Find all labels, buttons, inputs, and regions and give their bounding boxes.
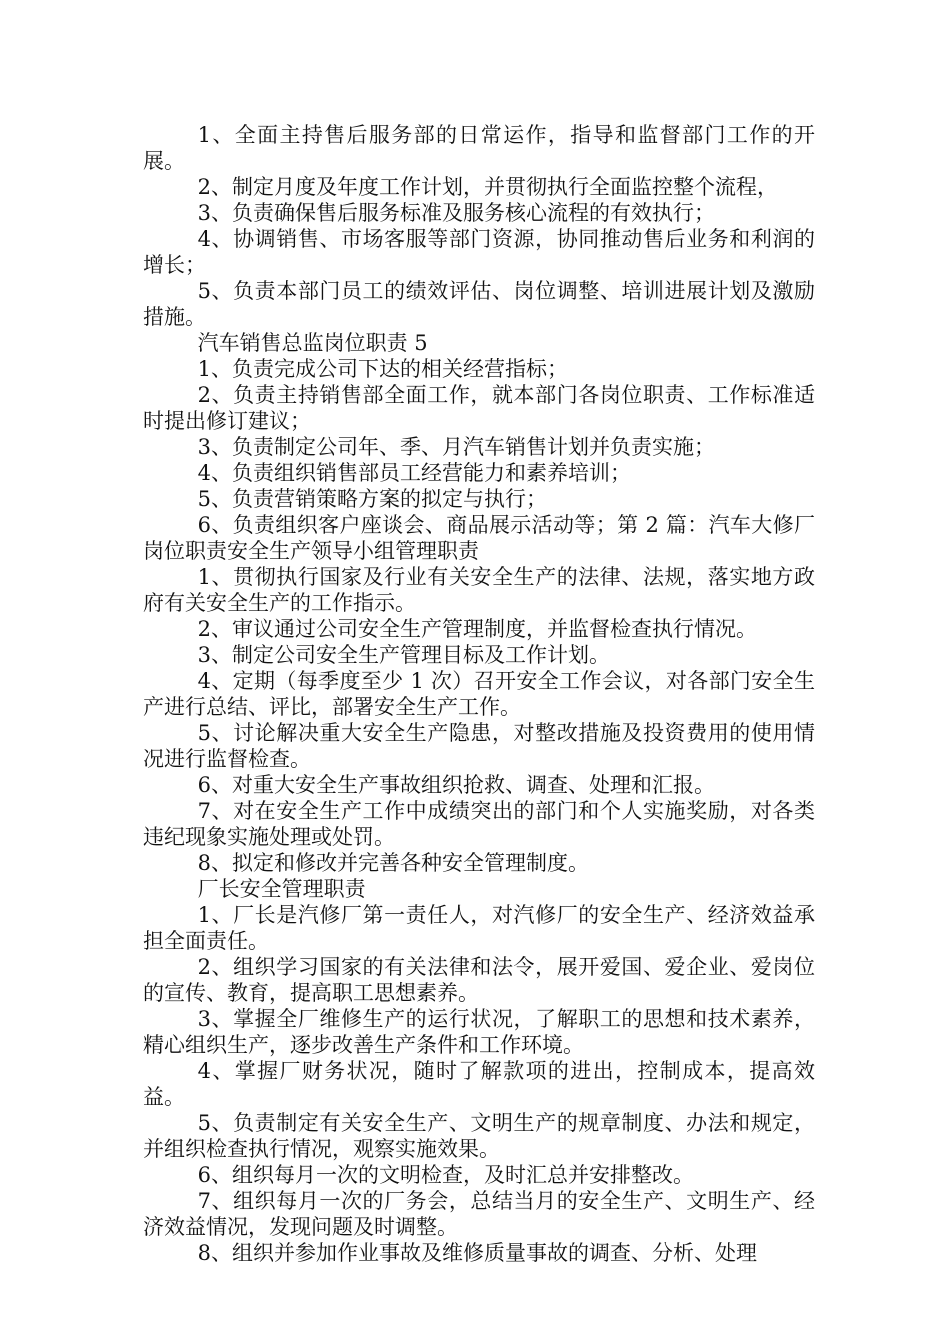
paragraph-26: 5、负责制定有关安全生产、文明生产的规章制度、办法和规定，并组织检查执行情况，观察实施效果。 [143, 1111, 815, 1161]
paragraph-27: 6、组织每月一次的文明检查，及时汇总并安排整改。 [197, 1163, 694, 1187]
paragraph-8: 2、负责主持销售部全面工作，就本部门各岗位职责、工作标准适时提出修订建议； [143, 383, 815, 433]
paragraph-17: 5、讨论解决重大安全生产隐患，对整改措施及投资费用的使用情况进行监督检查。 [143, 721, 815, 771]
document-body [143, 122, 815, 1266]
section-heading-factory-director: 厂长安全管理职责 [197, 877, 366, 901]
paragraph-20: 8、拟定和修改并完善各种安全管理制度。 [197, 851, 589, 875]
paragraph-18: 6、对重大安全生产事故组织抢救、调查、处理和汇报。 [197, 773, 715, 797]
paragraph-23: 2、组织学习国家的有关法律和法令，展开爱国、爱企业、爱岗位的宣传、教育，提高职工思想素养。 [143, 955, 815, 1005]
paragraph-3: 3、负责确保售后服务标准及服务核心流程的有效执行； [197, 201, 715, 225]
paragraph-22: 1、厂长是汽修厂第一责任人，对汽修厂的安全生产、经济效益承担全面责任。 [143, 903, 815, 953]
paragraph-5: 5、负责本部门员工的绩效评估、岗位调整、培训进展计划及激励措施。 [143, 279, 815, 329]
paragraph-11: 5、负责营销策略方案的拟定与执行； [197, 487, 547, 511]
paragraph-15: 3、制定公司安全生产管理目标及工作计划。 [197, 643, 610, 667]
paragraph-12: 6、负责组织客户座谈会、商品展示活动等；第 2 篇：汽车大修厂岗位职责安全生产领导小组管理职责 [143, 513, 815, 563]
paragraph-25: 4、掌握厂财务状况，随时了解款项的进出，控制成本，提高效益。 [143, 1059, 815, 1109]
paragraph-13: 1、贯彻执行国家及行业有关安全生产的法律、法规，落实地方政府有关安全生产的工作指示。 [143, 565, 815, 615]
paragraph-7: 1、负责完成公司下达的相关经营指标； [197, 357, 568, 381]
paragraph-10: 4、负责组织销售部员工经营能力和素养培训； [197, 461, 631, 485]
paragraph-24: 3、掌握全厂维修生产的运行状况，了解职工的思想和技术素养，精心组织生产，逐步改善生产条件和工作环境。 [143, 1007, 815, 1057]
paragraph-16: 4、定期（每季度至少 1 次）召开安全工作会议，对各部门安全生产进行总结、评比，部署安全生产工作。 [143, 669, 815, 719]
paragraph-19: 7、对在安全生产工作中成绩突出的部门和个人实施奖励，对各类违纪现象实施处理或处罚。 [143, 799, 815, 849]
paragraph-2: 2、制定月度及年度工作计划，并贯彻执行全面监控整个流程， [197, 175, 778, 199]
paragraph-29: 8、组织并参加作业事故及维修质量事故的调查、分析、处理 [197, 1241, 757, 1265]
paragraph-1: 1、全面主持售后服务部的日常运作，指导和监督部门工作的开展。 [143, 123, 815, 173]
paragraph-4: 4、协调销售、市场客服等部门资源，协同推动售后业务和利润的增长； [143, 227, 815, 277]
paragraph-9: 3、负责制定公司年、季、月汽车销售计划并负责实施； [197, 435, 715, 459]
section-heading-sales-director: 汽车销售总监岗位职责 5 [197, 331, 428, 355]
paragraph-14: 2、审议通过公司安全生产管理制度，并监督检查执行情况。 [197, 617, 757, 641]
paragraph-28: 7、组织每月一次的厂务会，总结当月的安全生产、文明生产、经济效益情况，发现问题及时调整。 [143, 1189, 815, 1239]
